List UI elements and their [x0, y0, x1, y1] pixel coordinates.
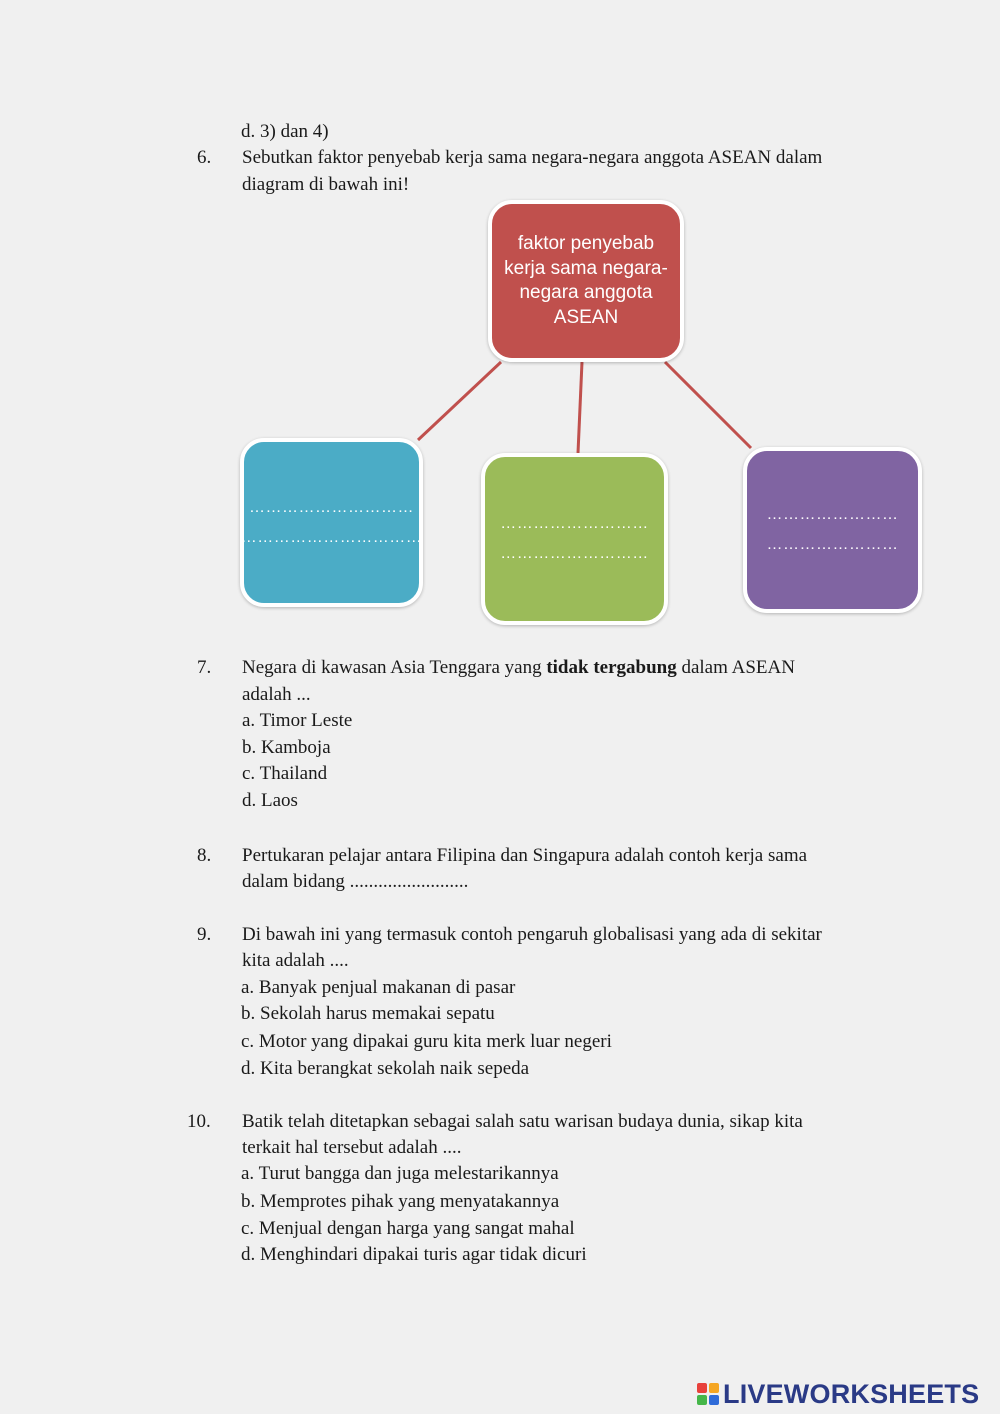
q9-text-line1: Di bawah ini yang termasuk contoh pengaruh globalisasi yang ada di sekitar: [242, 924, 822, 945]
q10-option-c[interactable]: c. Menjual dengan harga yang sangat mahal: [241, 1218, 575, 1239]
q7-option-b[interactable]: b. Kamboja: [242, 737, 331, 758]
q7-text-pre: Negara di kawasan Asia Tenggara yang: [242, 657, 547, 678]
q9-option-d[interactable]: d. Kita berangkat sekolah naik sepeda: [241, 1058, 530, 1079]
q7-text-line1: [242, 655, 795, 681]
q7-text-line2: adalah ...: [242, 684, 311, 705]
q5-option-d: d. 3) dan 4): [241, 121, 329, 142]
q9-text-line2: kita adalah ....: [242, 950, 349, 971]
q6-text-line2: diagram di bawah ini!: [242, 174, 410, 195]
q7-option-c[interactable]: c. Thailand: [242, 763, 328, 784]
q10-option-a[interactable]: a. Turut bangga dan juga melestarikannya: [241, 1163, 559, 1184]
purple-dots-line-1[interactable]: ……………………: [766, 506, 899, 523]
connector-middle: [578, 362, 582, 453]
green-dots-line-1[interactable]: ………………………: [500, 515, 649, 532]
q9-number: 9.: [197, 924, 212, 945]
center-line-1: faktor penyebab: [517, 233, 655, 254]
q6-number: 6.: [197, 147, 212, 168]
connector-right: [665, 362, 751, 448]
q10-option-d[interactable]: d. Menghindari dipakai turis agar tidak dicuri: [241, 1244, 587, 1265]
q10-option-b[interactable]: b. Memprotes pihak yang menyatakannya: [241, 1191, 560, 1212]
q7-option-a[interactable]: a. Timor Leste: [242, 710, 353, 731]
diagram-center-box: [488, 200, 684, 362]
q8-text-line2[interactable]: dalam bidang .........................: [242, 871, 469, 892]
q10-text-line2: terkait hal tersebut adalah ....: [242, 1137, 462, 1158]
green-dots-line-2[interactable]: ………………………: [500, 545, 649, 562]
q6-text-line1: Sebutkan faktor penyebab kerja sama negara-negara anggota ASEAN dalam: [242, 147, 823, 168]
answer-box-blue[interactable]: [240, 438, 423, 607]
q7-text-bold: tidak tergabung: [546, 657, 677, 678]
answer-box-purple[interactable]: [743, 447, 922, 613]
q9-option-a[interactable]: a. Banyak penjual makanan di pasar: [241, 977, 516, 998]
center-line-4: ASEAN: [553, 306, 619, 328]
q7-text-post: dalam ASEAN: [676, 657, 795, 678]
q9-option-c[interactable]: c. Motor yang dipakai guru kita merk luar negeri: [241, 1031, 612, 1052]
center-line-3: negara anggota: [519, 282, 653, 303]
answer-box-green[interactable]: [481, 453, 668, 625]
liveworksheets-logo: [697, 1379, 979, 1409]
q8-text-line1: Pertukaran pelajar antara Filipina dan Singapura adalah contoh kerja sama: [242, 845, 808, 866]
purple-dots-line-2[interactable]: ……………………: [766, 536, 899, 553]
q8-number: 8.: [197, 845, 212, 866]
liveworksheets-logo-text: LIVEWORKSHEETS: [723, 1378, 980, 1409]
blue-dots-line-2[interactable]: ……………………………: [240, 528, 423, 546]
q10-number: 10.: [187, 1111, 211, 1132]
center-line-2: kerja sama negara-: [504, 257, 668, 279]
q7-number: 7.: [197, 657, 212, 678]
blue-dots-line-1[interactable]: …………………………: [249, 498, 414, 516]
q10-text-line1: Batik telah ditetapkan sebagai salah satu warisan budaya dunia, sikap kita: [242, 1111, 803, 1132]
q9-option-b[interactable]: b. Sekolah harus memakai sepatu: [241, 1003, 495, 1024]
connector-left: [418, 362, 501, 440]
liveworksheets-logo-icon: [697, 1383, 719, 1405]
q7-option-d[interactable]: d. Laos: [242, 790, 298, 811]
